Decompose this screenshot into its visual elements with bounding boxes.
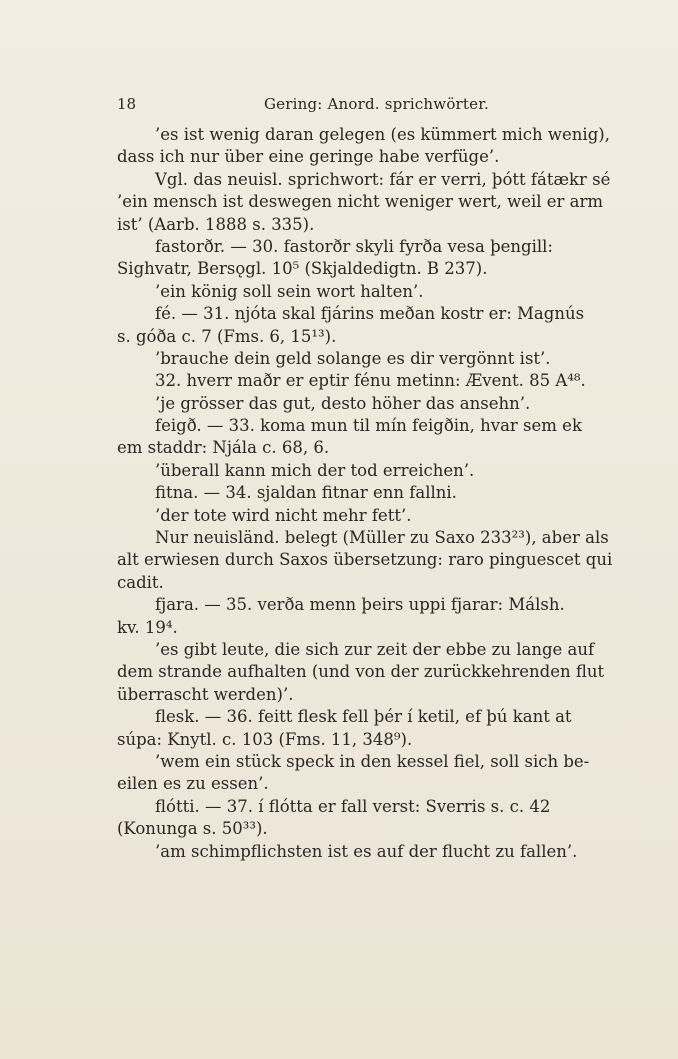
text-line: Nur neuisländ. belegt (Müller zu Saxo 233²³), aber als [155, 528, 609, 548]
text-line: Sighvatr, Bersǫgl. 10⁵ (Skjaldedigtn. B 237). [117, 259, 488, 279]
entry-line: feigð. — 33. koma mun til mín feigðin, hvar sem ek [155, 416, 582, 436]
text-line: überrascht werden)’. [117, 684, 294, 704]
text-line: alt erwiesen durch Saxos übersetzung: raro pinguescet qui [117, 550, 613, 570]
text-line: ’ein mensch ist deswegen nicht weniger wert, weil er arm [117, 192, 604, 212]
entry-line: flótti. — 37. í flótta er fall verst: Sverris s. c. 42 [155, 796, 551, 816]
text-line: ’am schimpflichsten ist es auf der flucht zu fallen’. [155, 841, 578, 861]
text-line: cadit. [117, 572, 164, 592]
page-body [117, 124, 622, 863]
entry-line: fjara. — 35. verða menn þeirs uppi fjarar: Málsh. [155, 595, 565, 615]
text-line: eilen es zu essen’. [117, 774, 269, 794]
entry-line: fastorðr. — 30. fastorðr skyli fyrða vesa þengill: [155, 236, 553, 256]
text-line: súpa: Knytl. c. 103 (Fms. 11, 348⁹). [117, 729, 413, 749]
text-line: ’brauche dein geld solange es dir vergönnt ist’. [155, 348, 551, 368]
running-title: Gering: Anord. sprichwörter. [264, 95, 489, 113]
entry-line: flesk. — 36. feitt flesk fell þér í ketil, ef þú kant at [155, 707, 572, 727]
text-line: dass ich nur über eine geringe habe verfüge’. [117, 147, 500, 167]
text-line: 32. hverr maðr er eptir fénu metinn: Ævent. 85 A⁴⁸. [155, 371, 586, 391]
text-line: ’wem ein stück speck in den kessel fiel, soll sich be- [155, 751, 590, 771]
text-line: ’überall kann mich der tod erreichen’. [155, 460, 475, 480]
text-line: s. góða c. 7 (Fms. 6, 15¹³). [117, 326, 337, 346]
entry-line: fitna. — 34. sjaldan fitnar enn fallni. [155, 483, 457, 503]
text-line: ’ein könig soll sein wort halten’. [155, 281, 424, 301]
text-line: kv. 19⁴. [117, 617, 178, 637]
page-number: 18 [117, 95, 137, 113]
text-line: (Konunga s. 50³³). [117, 819, 268, 839]
text-line: Vgl. das neuisl. sprichwort: fár er verri, þótt fátækr sé [155, 169, 611, 189]
text-line: dem strande aufhalten (und von der zurückkehrenden flut [117, 662, 605, 682]
text-line: em staddr: Njála c. 68, 6. [117, 438, 330, 458]
running-header [117, 95, 622, 119]
text-line: ’je grösser das gut, desto höher das ansehn’. [155, 393, 531, 413]
entry-line: fé. — 31. njóta skal fjárins meðan kostr er: Magnús [155, 304, 585, 324]
text-line: ’es gibt leute, die sich zur zeit der ebbe zu lange auf [155, 639, 595, 659]
text-line: ’es ist wenig daran gelegen (es kümmert mich wenig), [155, 125, 610, 144]
text-line: ist’ (Aarb. 1888 s. 335). [117, 214, 315, 234]
text-line: ’der tote wird nicht mehr fett’. [155, 505, 412, 525]
